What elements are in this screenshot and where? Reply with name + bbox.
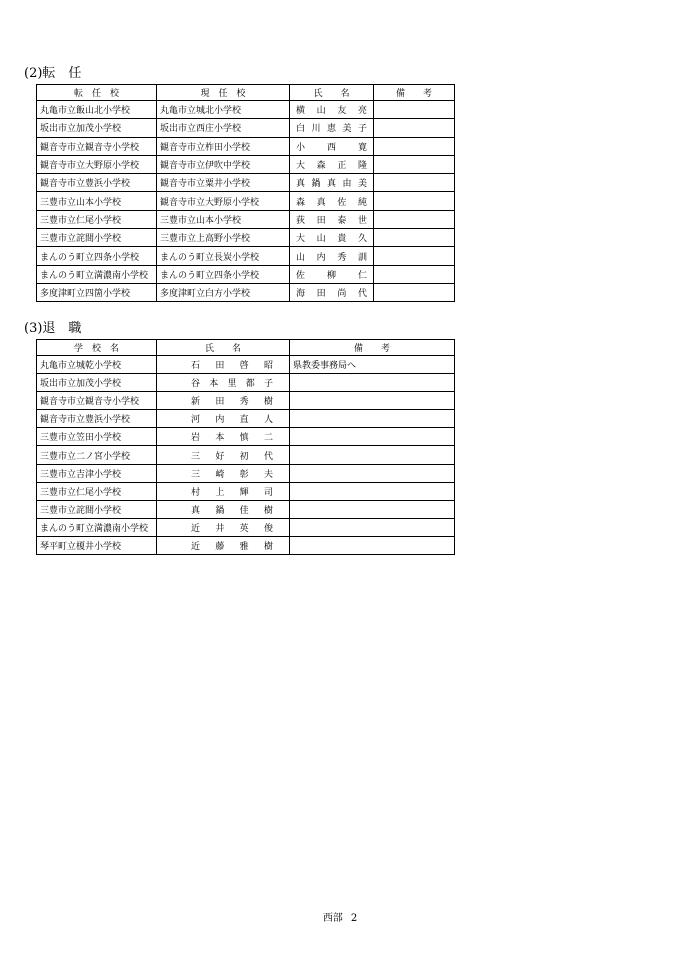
table-row [37,392,455,410]
school-cell: 坂出市立加茂小学校 [37,374,157,392]
current-school-cell: 坂出市立西庄小学校 [157,119,290,137]
name-cell: 岩本慎二 [157,428,290,446]
transfer-school-cell: 三豊市立詫間小学校 [37,229,157,247]
current-school-cell: まんのう町立長炭小学校 [157,247,290,265]
table-row [37,536,455,554]
header-remarks: 備 考 [290,340,455,356]
name-cell: 森真佐純 [290,192,374,210]
school-cell: 琴平町立榎井小学校 [37,536,157,554]
remarks-cell [374,155,455,173]
name-cell: 村上輝司 [157,482,290,500]
table-row [37,374,455,392]
retirement-section-title: (3)退 職 [24,321,82,336]
remarks-cell [290,446,455,464]
remarks-cell [290,428,455,446]
current-school-cell: 三豊市立山本小学校 [157,210,290,228]
table-row [37,518,455,536]
transfer-school-cell: 三豊市立仁尾小学校 [37,210,157,228]
table-row [37,428,455,446]
name-cell: 近藤雅樹 [157,536,290,554]
transfer-school-cell: 坂出市立加茂小学校 [37,119,157,137]
header-current-school: 現 任 校 [157,85,290,101]
current-school-cell: 観音寺市立粟井小学校 [157,174,290,192]
remarks-cell [374,210,455,228]
current-school-cell: 丸亀市立城北小学校 [157,101,290,119]
remarks-cell [374,247,455,265]
remarks-cell [374,101,455,119]
page-footer [0,909,680,924]
school-cell: まんのう町立満濃南小学校 [37,518,157,536]
current-school-cell: 観音寺市立伊吹中学校 [157,155,290,173]
transfer-school-cell: 三豊市立山本小学校 [37,192,157,210]
remarks-cell [374,174,455,192]
table-row [37,410,455,428]
table-row [37,446,455,464]
table-row [37,101,455,119]
table-row [37,174,455,192]
remarks-cell [374,137,455,155]
remarks-cell [290,518,455,536]
table-row [37,192,455,210]
table-row [37,482,455,500]
remarks-cell [290,392,455,410]
remarks-cell [374,119,455,137]
school-cell: 三豊市立吉津小学校 [37,464,157,482]
header-name: 氏 名 [157,340,290,356]
name-cell: 白川恵美子 [290,119,374,137]
retirement-header-row [37,340,455,356]
name-cell: 佐柳仁 [290,265,374,283]
header-transfer-school: 転 任 校 [37,85,157,101]
transfer-school-cell: 多度津町立四箇小学校 [37,283,157,301]
transfer-school-cell: まんのう町立満濃南小学校 [37,265,157,283]
table-row [37,356,455,374]
name-cell: 大森正隆 [290,155,374,173]
name-cell: 真鍋佳樹 [157,500,290,518]
header-school: 学 校 名 [37,340,157,356]
remarks-cell [290,374,455,392]
remarks-cell [374,229,455,247]
current-school-cell: 観音寺市立大野原小学校 [157,192,290,210]
current-school-cell: まんのう町立四条小学校 [157,265,290,283]
name-cell: 横山友亮 [290,101,374,119]
name-cell: 近井英俊 [157,518,290,536]
table-row [37,247,455,265]
transfer-school-cell: 観音寺市立大野原小学校 [37,155,157,173]
school-cell: 三豊市立仁尾小学校 [37,482,157,500]
transfer-school-cell: 観音寺市立観音寺小学校 [37,137,157,155]
remarks-cell [290,464,455,482]
name-cell: 荻田泰世 [290,210,374,228]
table-row [37,464,455,482]
transfer-section-title: (2)転 任 [24,66,82,81]
school-cell: 三豊市立二ノ宮小学校 [37,446,157,464]
transfer-school-cell: 観音寺市立豊浜小学校 [37,174,157,192]
school-cell: 三豊市立笠田小学校 [37,428,157,446]
table-row [37,500,455,518]
name-cell: 大山貴久 [290,229,374,247]
page-number: 2 [350,913,358,924]
school-cell: 三豊市立詫間小学校 [37,500,157,518]
name-cell: 真鍋真由美 [290,174,374,192]
table-row [37,229,455,247]
table-row [37,210,455,228]
name-cell: 山内秀訓 [290,247,374,265]
name-cell: 三崎彰夫 [157,464,290,482]
table-row [37,137,455,155]
table-row [37,283,455,301]
name-cell: 谷本里都子 [157,374,290,392]
name-cell: 新田秀樹 [157,392,290,410]
header-name: 氏 名 [290,85,374,101]
table-row [37,155,455,173]
current-school-cell: 観音寺市立柞田小学校 [157,137,290,155]
transfer-table [36,84,455,302]
school-cell: 観音寺市立豊浜小学校 [37,410,157,428]
table-row [37,119,455,137]
name-cell: 海田尚代 [290,283,374,301]
retirement-table [36,339,455,555]
remarks-cell [374,283,455,301]
transfer-school-cell: 丸亀市立飯山北小学校 [37,101,157,119]
name-cell: 河内直人 [157,410,290,428]
remarks-cell [290,482,455,500]
remarks-cell [290,500,455,518]
table-row [37,265,455,283]
current-school-cell: 多度津町立白方小学校 [157,283,290,301]
footer-section: 西部 [322,913,343,924]
school-cell: 観音寺市立観音寺小学校 [37,392,157,410]
current-school-cell: 三豊市立上高野小学校 [157,229,290,247]
remarks-cell [374,192,455,210]
remarks-cell: 県教委事務局へ [290,356,455,374]
name-cell: 石田啓昭 [157,356,290,374]
remarks-cell [290,536,455,554]
header-remarks: 備 考 [374,85,455,101]
name-cell: 小西寛 [290,137,374,155]
school-cell: 丸亀市立城乾小学校 [37,356,157,374]
transfer-header-row [37,85,455,101]
remarks-cell [290,410,455,428]
transfer-school-cell: まんのう町立四条小学校 [37,247,157,265]
name-cell: 三好初代 [157,446,290,464]
remarks-cell [374,265,455,283]
